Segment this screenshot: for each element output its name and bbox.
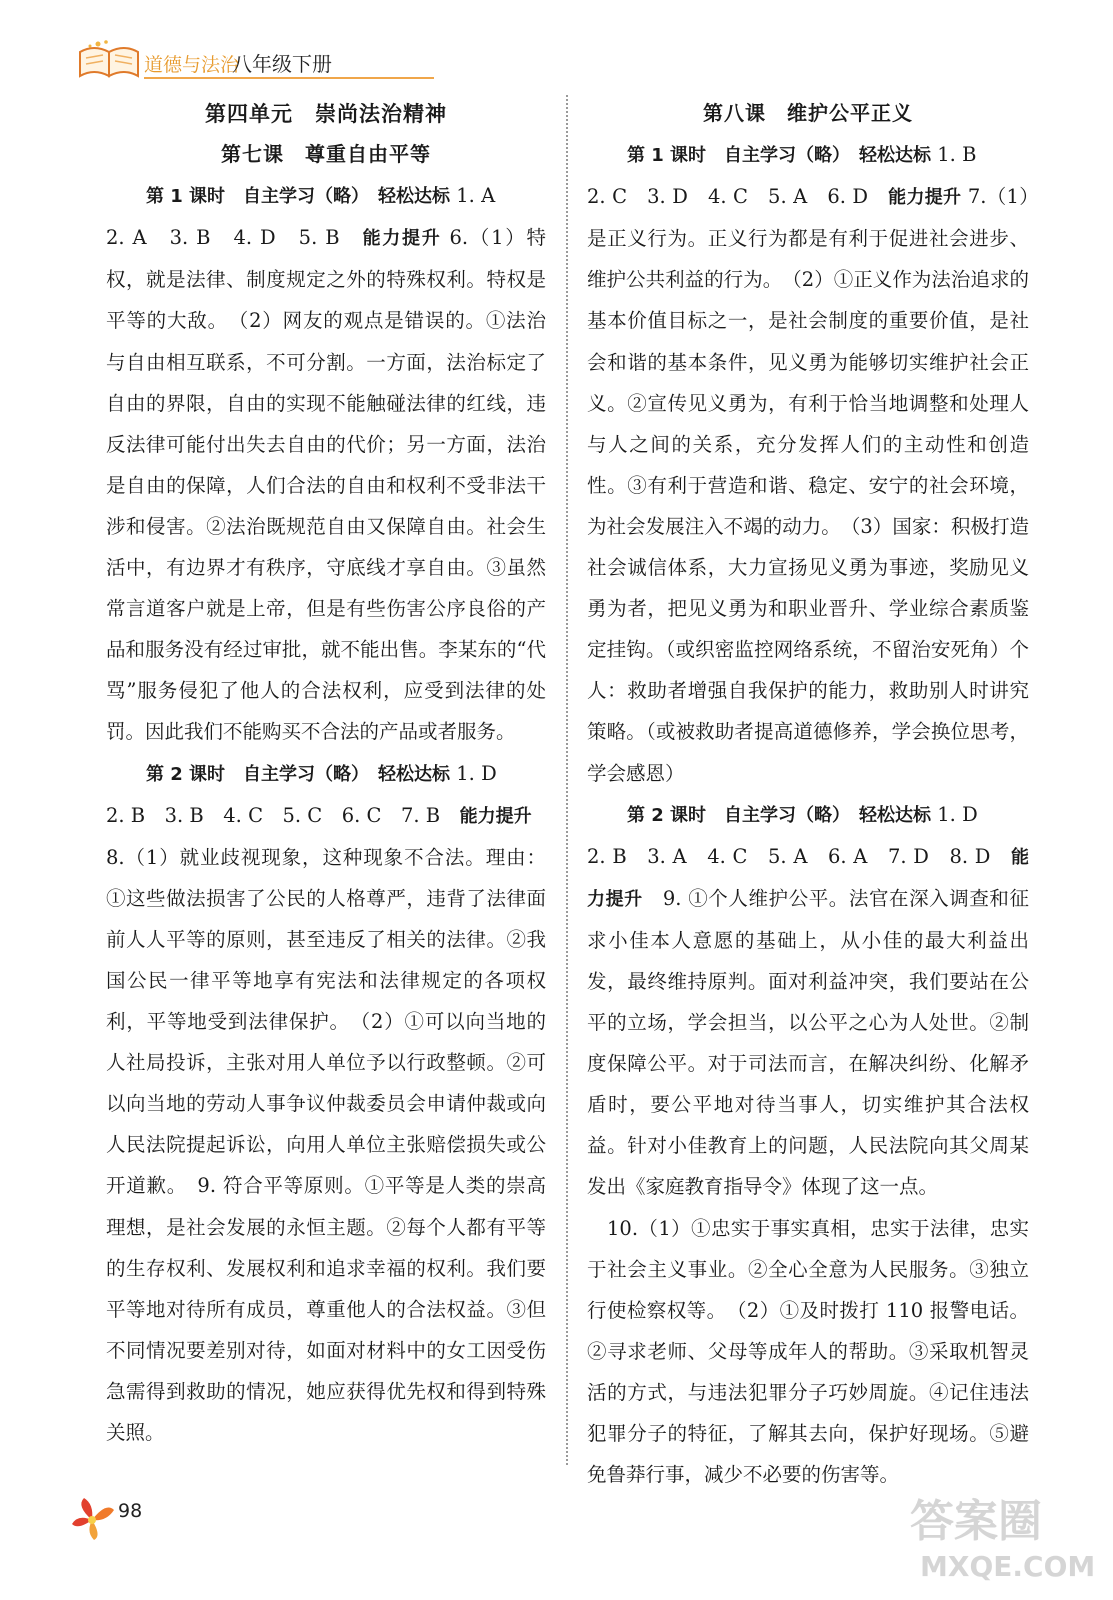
watermark-logo <box>900 1480 1100 1590</box>
lesson-8-title: 第八课 维护公平正义 <box>703 101 913 125</box>
watermark-line-1: 答案圈 <box>910 1496 1042 1547</box>
lesson-7-period-1 <box>106 175 546 752</box>
header-rule <box>144 77 434 79</box>
open-book-icon <box>76 40 142 80</box>
ability-heading: 能力提升 <box>459 805 532 827</box>
left-column <box>106 93 546 1453</box>
ability-heading: 能力提升 <box>888 187 962 209</box>
period-1-answer-text: 7.（1）是正义行为。正义行为都是有利于促进社会进步、维护公共利益的行为。 （2）①正义作为法治追求的基本价值目标之一，是社会制度的重要价值，是社会和谐的基本条件，见义勇为能够切实维护社会正义。②宣传见义勇为，有利于恰当地调整和处理人与人之间的关系，充分发挥人们的主动性和创造性。③有利于营造和谐、稳定、安宁的社会环境，为社会发展注入不竭的动力。 （3）国家：积极打造社会诚信体系，大力宣扬见义勇为事迹，奖励见义勇为者，把见义勇为和职业晋升、学业综合素质鉴定挂钩。（或织密监控网络系统，不留治安死角）个人：救助者增强自我保护的能力，救助别人时讲究策略。（或被救助者提高道德修养，学会换位思考，学会感恩） <box>587 185 1029 785</box>
period-1-answers-b: 2. C 3. D 4. C 5. A 6. D <box>587 185 889 209</box>
period-2-heading: 第 2 课时 自主学习（略） 轻松达标 <box>146 763 451 785</box>
period-2-answers-a: 1. D <box>931 802 978 826</box>
right-column <box>587 93 1029 1495</box>
period-2-answer-text: 9. ①个人维护公平。法官在深入调查和征求小佳本人意愿的基础上，从小佳的最大利益出发，最终维持原判。面对利益冲突，我们要站在公平的立场，学会担当，以公平之心为人处世。②制度保障公平。对于司法而言，在解决纠纷、化解矛盾时，要公平地对待当事人，切实维护其合法权益。针对小佳教育上的问题，人民法院向其父周某发出《家庭教育指导令》体现了这一点。 <box>587 886 1030 1199</box>
lesson-7-title: 第七课 尊重自由平等 <box>221 142 431 167</box>
column-divider <box>566 95 568 1465</box>
grade-label: 八年级下册 <box>232 52 332 76</box>
page-number: 98 <box>118 1500 143 1522</box>
subject-title: 道德与法治 <box>144 54 240 76</box>
period-2-answers-a: 1. D <box>450 761 497 785</box>
period-2-answers-b: 2. B 3. A 4. C 5. A 6. A 7. D 8. D <box>587 844 1011 868</box>
question-10-text: 10.（1）①忠实于事实真相，忠实于法律，忠实于社会主义事业。②全心全意为人民服务。③独立行使检察权等。 （2）①及时拨打 110 报警电话。②寻求老师、父母等成年人的帮助。③采取机智灵活的方式，与违法犯罪分子巧妙周旋。④记住违法犯罪分子的特征，了解其去向，保护好现场。⑤避免鲁莽行事，减少不必要的伤害等。 <box>587 1216 1029 1487</box>
period-1-answers-a: 1. A <box>450 184 496 208</box>
lesson-7-period-2 <box>106 753 546 1454</box>
period-1-answer-text: 6.（1）特权，就是法律、制度规定之外的特殊权利。特权是平等的大敌。 （2）网友的观点是错误的。①法治与自由相互联系，不可分割。一方面，法治标定了自由的界限，自由的实现不能触碰法律的红线，违反法律可能付出失去自由的代价；另一方面，法治是自由的保障，人们合法的自由和权利不受非法干涉和侵害。②法治既规范自由又保障自由。社会生活中，有边界才有秩序，守底线才享自由。③虽然常言道客户就是上帝，但是有些伤害公序良俗的产品和服务没有经过审批，就不能出售。李某东的“代骂”服务侵犯了他人的合法权利，应受到法律的处罚。因此我们不能购买不合法的产品或者服务。 <box>106 226 547 744</box>
period-2-heading: 第 2 课时 自主学习（略） 轻松达标 <box>627 804 932 826</box>
ability-heading: 能力提升 <box>362 228 442 250</box>
ability-heading: 能力提升 <box>587 846 1029 910</box>
period-1-answers-a: 1. B <box>931 143 977 167</box>
lesson-8-period-2 <box>587 794 1029 1208</box>
period-1-heading: 第 1 课时 自主学习（略） 轻松达标 <box>146 186 451 208</box>
period-1-answers-b: 2. A 3. B 4. D 5. B <box>106 226 363 250</box>
page-header <box>72 30 492 84</box>
unit-title: 第四单元 崇尚法治精神 <box>205 101 447 126</box>
flower-decoration-icon <box>66 1494 118 1544</box>
period-2-answer-text: 8.（1）就业歧视现象，这种现象不合法。理由：①这些做法损害了公民的人格尊严，违背了法律面前人人平等的原则，甚至违反了相关的法律。②我国公民一律平等地享有宪法和法律规定的各项权利，平等地受到法律保护。 （2）①可以向当地的人社局投诉，主张对用人单位予以行政整顿。②可以向当地的劳动人事争议仲裁委员会申请仲裁或向人民法院提起诉讼，向用人单位主张赔偿损失或公开道歉。 9. 符合平等原则。①平等是人类的崇高理想，是社会发展的永恒主题。②每个人都有平等的生存权利、发展权利和追求幸福的权利。我们要平等地对待所有成员，尊重他人的合法权益。③但不同情况要差别对待，如面对材料中的女工因受伤急需得到救助的情况，她应获得优先权和得到特殊关照。 <box>106 845 546 1444</box>
period-1-heading: 第 1 课时 自主学习（略） 轻松达标 <box>627 145 932 167</box>
period-2-answers-b: 2. B 3. B 4. C 5. C 6. C 7. B <box>106 803 460 827</box>
lesson-8-period-1 <box>587 134 1029 794</box>
watermark-line-2: MXQE.COM <box>920 1550 1096 1583</box>
question-10-answer <box>587 1208 1029 1496</box>
